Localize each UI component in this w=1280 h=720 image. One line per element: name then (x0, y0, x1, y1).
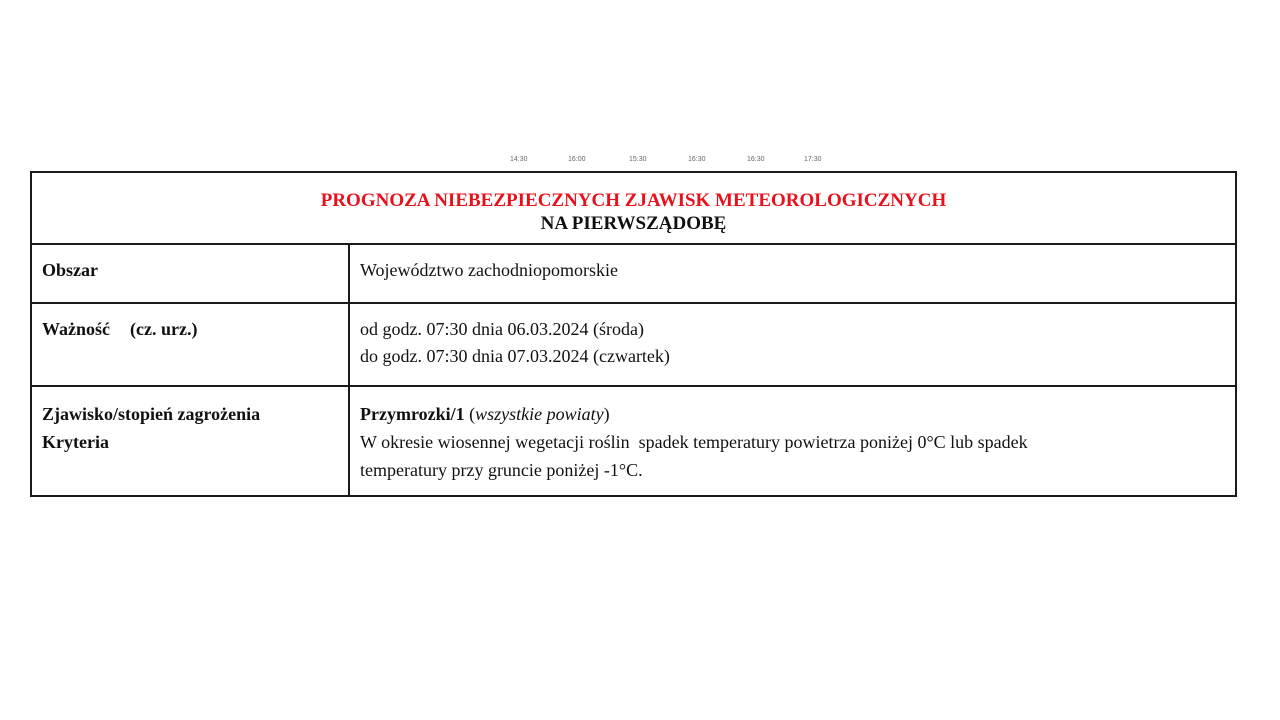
area-label-cell (31, 244, 349, 303)
validity-from: od godz. 07:30 dnia 06.03.2024 (środa) (360, 319, 644, 339)
criteria-line-2: temperatury przy gruncie poniżej -1°C. (360, 460, 643, 480)
warning-subtitle: NA PIERWSZĄDOBĘ (540, 213, 727, 234)
warning-table (30, 171, 1237, 497)
table-row-validity (31, 303, 1236, 386)
criteria-label: Kryteria (42, 432, 109, 452)
ruler-tick: 16:30 (747, 156, 765, 163)
table-row-area (31, 244, 1236, 303)
phenomenon-line (360, 400, 1235, 428)
validity-label-cell (31, 303, 349, 386)
area-label: Obszar (42, 260, 98, 280)
warning-title: PROGNOZA NIEBEZPIECZNYCH ZJAWISK METEOROLOGICZNYCH (320, 190, 947, 211)
scope-close: ) (603, 404, 610, 424)
title-cell (31, 172, 1236, 244)
criteria-line-1: W okresie wiosennej wegetacji roślin spadek temperatury powietrza poniżej 0°C lub spadek (360, 432, 1028, 452)
table-row-phenomenon (31, 386, 1236, 496)
phenomenon-value-cell (349, 386, 1236, 496)
ruler-tick: 16:00 (568, 156, 586, 163)
title-row (31, 172, 1236, 244)
ruler-tick: 15:30 (629, 156, 647, 163)
validity-value-cell (349, 303, 1236, 386)
validity-label-suffix: (cz. urz.) (130, 319, 198, 339)
phenomenon-label: Zjawisko/stopień zagrożenia (42, 404, 261, 424)
validity-to: do godz. 07:30 dnia 07.03.2024 (czwartek) (360, 346, 670, 366)
ruler-tick: 16:30 (688, 156, 706, 163)
area-value-cell (349, 244, 1236, 303)
validity-label: Ważność (42, 319, 111, 339)
time-ruler (505, 156, 835, 168)
phenomenon-name: Przymrozki/1 (360, 404, 465, 424)
phenomenon-scope: wszystkie powiaty (475, 404, 604, 424)
ruler-tick: 17:30 (804, 156, 822, 163)
phenomenon-label-cell (31, 386, 349, 496)
scope-open: ( (469, 404, 476, 424)
ruler-tick: 14:30 (510, 156, 528, 163)
area-value: Województwo zachodniopomorskie (360, 260, 618, 280)
